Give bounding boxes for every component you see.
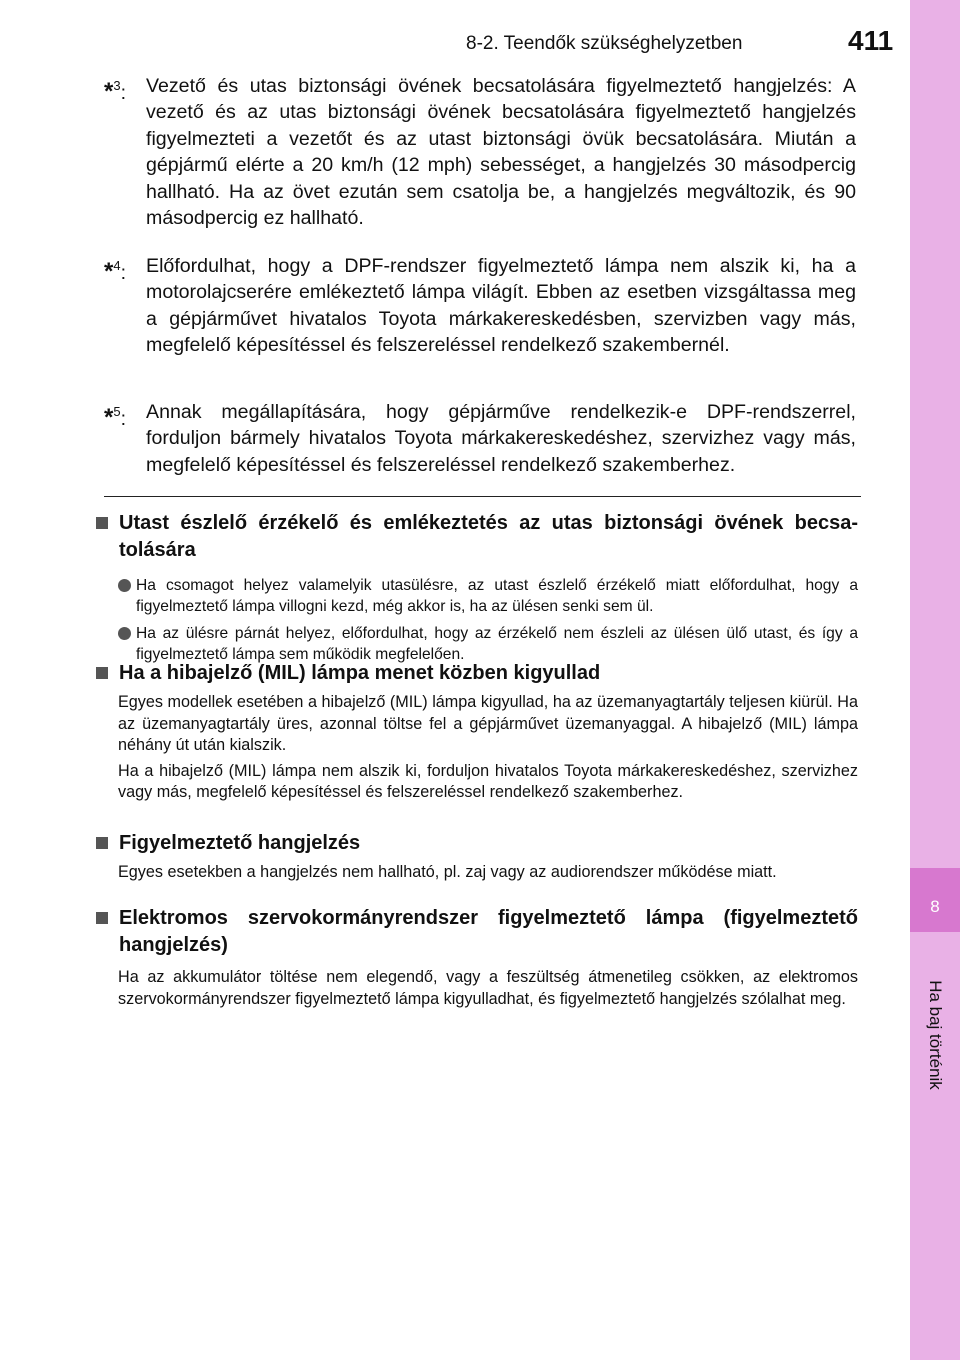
footnote-marker: *$^4$: — [104, 258, 127, 285]
chapter-side-tab[interactable] — [910, 0, 960, 1360]
square-bullet-icon — [96, 667, 108, 679]
paragraph: Ha a hibajelző (MIL) lámpa nem alszik ki, forduljon hivatalos Toyota márkakereskedéshez, szervizhez vagy más, megfelelő képesítéssel és felszereléssel rendelkező szakemberhez. — [118, 761, 858, 801]
section-mil-lamp — [96, 660, 858, 804]
round-bullet-icon — [118, 579, 131, 592]
paragraph: Egyes modellek esetében a hibajelző (MIL) lámpa kigyullad, ha az üzemanyagtartály teljesen kiürül. Ha az üzemanyagtartály üres, azonnal töltse fel a gépjárművet üzemanyaggal. A hibajelző (MIL) lámpa néhány út után kialszik. — [118, 693, 858, 754]
footnote-text: Vezető és utas biztonsági övének becsatolására figyelmeztető hangjelzés: A vezető és az utas biztonsági övének becsatolására figyelmeztető hangjelzés figyelmezteti a vezetőt és az utast biztonsági övük becsatolására. Miután a gépjármű elérte a 20 km/h (12 mph) sebességet, a hangjelzés 30 másodpercig hallható. Ha az övet ezután sem csatolja be, a hangjelzés megváltozik, és 90 másodpercig ez hallható. — [146, 75, 856, 230]
section-heading: Ha a hibajelző (MIL) lámpa menet közben kigyullad — [96, 660, 858, 687]
footnote-text: Annak megállapítására, hogy gépjárműve rendelkezik-e DPF-rendszerrel, forduljon bármely hivatalos Toyota márkakereskedéshez, szervizhez vagy más, megfelelő képesítéssel és felszereléssel rendelkező szakemberhez. — [146, 401, 856, 476]
footnote-marker: *$^5$: — [104, 404, 127, 431]
square-bullet-icon — [96, 837, 108, 849]
list-item: Ha az ülésre párnát helyez, előfordulhat, hogy az érzékelő nem észleli az ülésen ülő utast, és így a figyelmeztető lámpa sem működik megfelelően. — [96, 624, 858, 665]
chapter-number: 8 — [930, 897, 940, 916]
round-bullet-icon — [118, 627, 131, 640]
section-occupant-sensor — [96, 510, 858, 665]
section-eps-warning — [96, 905, 858, 1010]
list-item: Ha csomagot helyez valamelyik utasülésre, az utast észlelő érzékelő miatt előfordulhat, hogy a figyelmeztető lámpa villogni kezd, még akkor is, ha az ülésen senki sem ül. — [96, 576, 858, 617]
section-heading: Utast észlelő érzékelő és emlékeztetés az utas biztonsági övének becsatolására — [96, 510, 858, 564]
square-bullet-icon — [96, 517, 108, 529]
page-number: 411 — [848, 25, 894, 56]
chapter-title: Ha baj történik — [926, 980, 945, 1090]
section-heading: Elektromos szervokormányrendszer figyelmeztető lámpa (figyelmeztető hangjelzés) — [96, 905, 858, 959]
divider-line — [104, 496, 861, 497]
section-warning-buzzer — [96, 830, 858, 884]
footnote-marker: *$^3$: — [104, 78, 127, 105]
footnote-5 — [104, 399, 856, 478]
section-header: 8-2. Teendők szükséghelyzetben — [466, 33, 743, 54]
footnote-text: Előfordulhat, hogy a DPF-rendszer figyelmeztető lámpa nem alszik ki, ha a motorolajcserére emlékeztető lámpa világít. Ebben az esetben vizsgáltassa meg a gépjárművet hivatalos Toyota márkakereskedésben, szervizben vagy más, megfelelő képesítéssel és felszereléssel rendelkező szakembernél. — [146, 255, 856, 357]
footnote-3 — [104, 73, 856, 231]
section-heading: Figyelmeztető hangjelzés — [96, 830, 858, 857]
square-bullet-icon — [96, 912, 108, 924]
paragraph: Egyes esetekben a hangjelzés nem hallható, pl. zaj vagy az audiorendszer működése miatt. — [118, 863, 777, 881]
footnote-4 — [104, 253, 856, 359]
paragraph: Ha az akkumulátor töltése nem elegendő, vagy a feszültség átmenetileg csökken, az elektromos szervokormányrendszer figyelmeztető lámpa kigyulladhat, és figyelmeztető hangjelzés szólalhat meg. — [118, 968, 858, 1008]
